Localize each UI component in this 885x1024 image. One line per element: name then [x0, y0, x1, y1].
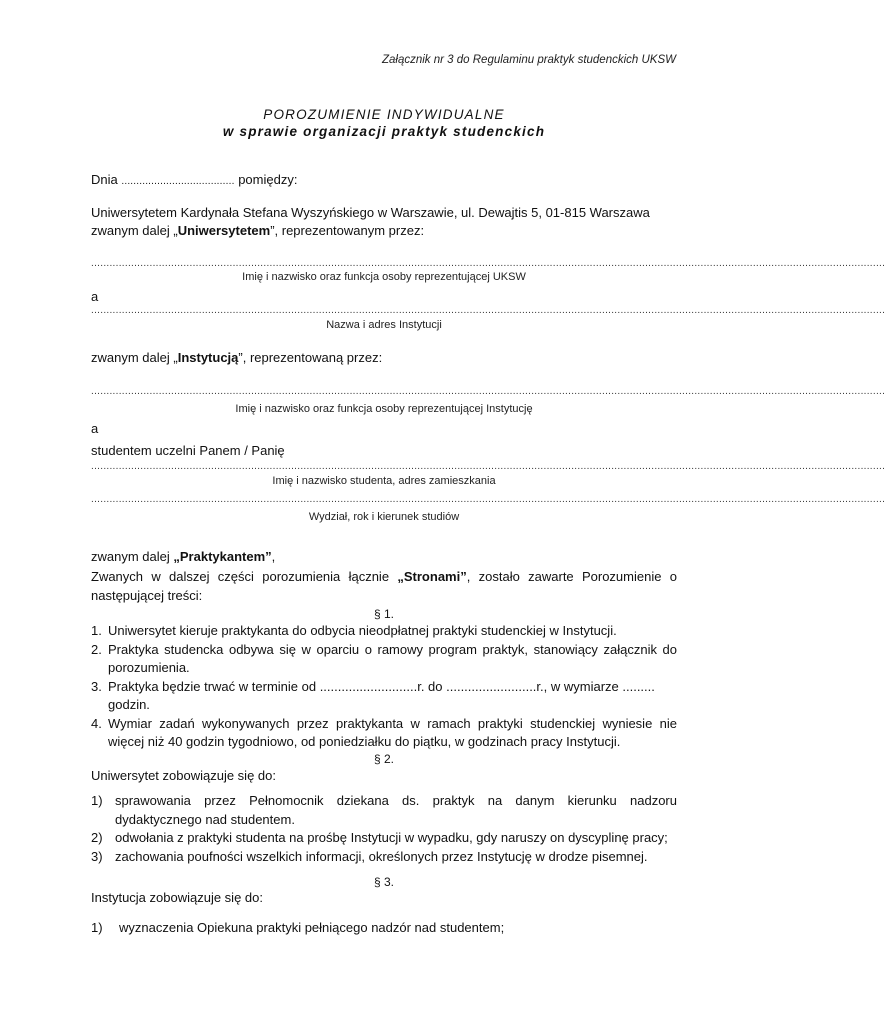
- section-3-heading: § 3.: [373, 875, 394, 889]
- section-1-heading: § 1.: [373, 607, 394, 621]
- list-item: 1. Uniwersytet kieruje praktykanta do odbycia nieodpłatnej praktyki studenckiej w Instytucji.: [91, 623, 617, 638]
- fill-line: ..................................................................................................................................................................................................................................................................: [91, 258, 885, 269]
- institution-term: Instytucją: [177, 350, 239, 365]
- list-item: 3. Praktyka będzie trwać w terminie od ...........................r. do .........................r., w wymiarze ......... godzin.: [91, 678, 655, 712]
- section-2-intro: Uniwersytet zobowiązuje się do:: [91, 768, 276, 783]
- fill-line: ..................................................................................................................................................................................................................................................................: [91, 461, 885, 472]
- university-term: Uniwersytetem: [177, 223, 271, 238]
- date-blank: ......................................: [121, 176, 235, 187]
- list-item: 1) sprawowania przez Pełnomocnik dziekana ds. praktyk na danym kierunku nadzoru dydaktycznego nad studentem.: [91, 793, 677, 827]
- university-named-line: zwanym dalej „Uniwersytetem”, reprezentowanym przez:: [91, 223, 425, 238]
- attachment-note: Załącznik nr 3 do Regulaminu praktyk studenckich UKSW: [381, 54, 676, 66]
- parties-paragraph: Zwanych w dalszej części porozumienia łącznie „Stronami”, zostało zawarte Porozumienie o następującej treści:: [91, 569, 677, 603]
- list-item: 1) wyznaczenia Opiekuna praktyki pełniącego nadzór nad studentem;: [91, 920, 505, 935]
- intern-term: „Praktykantem”: [173, 549, 272, 564]
- institution-rep-caption: Imię i nazwisko oraz funkcja osoby reprezentującej Instytucję: [235, 403, 533, 415]
- uksw-rep-caption: Imię i nazwisko oraz funkcja osoby reprezentującej UKSW: [242, 271, 526, 283]
- date-label: Dnia: [91, 172, 118, 187]
- fill-line: ..................................................................................................................................................................................................................................................................: [91, 305, 885, 316]
- document-title: POROZUMIENIE INDYWIDUALNE: [263, 107, 505, 122]
- parties-term: „Stronami”: [397, 569, 467, 584]
- institution-caption: Nazwa i adres Instytucji: [326, 319, 442, 331]
- university-line: Uniwersytetem Kardynała Stefana Wyszyńskiego w Warszawie, ul. Dewajtis 5, 01-815 Warszawa: [91, 205, 650, 220]
- studies-caption: Wydział, rok i kierunek studiów: [308, 511, 460, 523]
- student-caption: Imię i nazwisko studenta, adres zamieszkania: [272, 475, 496, 487]
- section-3-list: [91, 919, 677, 938]
- list-item: 3) zachowania poufności wszelkich informacji, określonych przez Instytucję w drodze pisemnej.: [91, 848, 648, 864]
- section-2-heading: § 2.: [373, 752, 394, 766]
- section-3-intro: Instytucja zobowiązuje się do:: [91, 890, 263, 905]
- and-word: a: [91, 289, 99, 304]
- list-item: 4. Wymiar zadań wykonywanych przez praktykanta w ramach praktyki studenckiej wyniesie nie więcej niż 40 godzin tygodniowo, od poniedziałku do piątku, w godzinach pracy Instytucji.: [91, 715, 677, 749]
- section-2-list: [91, 792, 677, 866]
- date-suffix: pomiędzy:: [238, 172, 298, 187]
- fill-line: ..................................................................................................................................................................................................................................................................: [91, 494, 885, 505]
- document-subtitle: w sprawie organizacji praktyk studenckich: [222, 124, 546, 139]
- and-word: a: [91, 421, 99, 436]
- section-1-list: [91, 622, 677, 752]
- list-item: 2) odwołania z praktyki studenta na prośbę Instytucji w wypadku, gdy naruszy on dyscyplinę pracy;: [91, 830, 668, 845]
- student-line: studentem uczelni Panem / Panię: [91, 443, 285, 458]
- list-item: 2. Praktyka studencka odbywa się w oparciu o ramowy program praktyk, stanowiący załącznik do porozumienia.: [91, 641, 677, 675]
- student-named-line: zwanym dalej „Praktykantem”,: [91, 549, 276, 564]
- date-line: [91, 172, 297, 187]
- fill-line: ..................................................................................................................................................................................................................................................................: [91, 386, 885, 397]
- institution-named-line: zwanym dalej „Instytucją”, reprezentowaną przez:: [91, 350, 383, 365]
